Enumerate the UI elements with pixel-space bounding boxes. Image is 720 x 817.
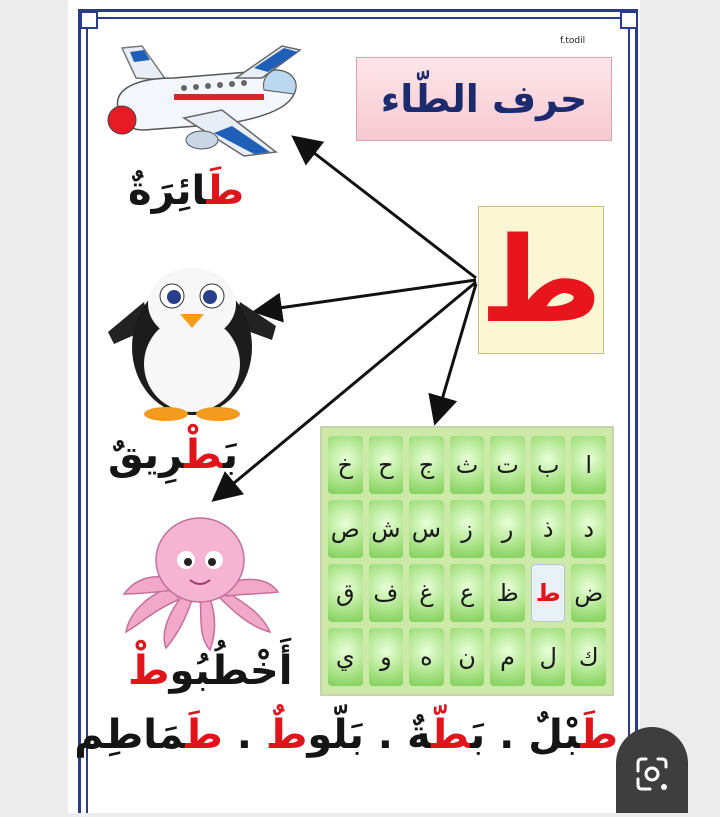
alphabet-cell: ي: [328, 628, 363, 686]
lens-button[interactable]: [616, 727, 688, 813]
alphabet-cell: ق: [328, 564, 363, 622]
alphabet-cell: ر: [490, 500, 525, 558]
airplane-icon: [104, 38, 304, 166]
example-word-1: طَبْلٌ: [528, 712, 618, 758]
alphabet-cell: ح: [369, 436, 404, 494]
alphabet-cell: د: [571, 500, 606, 558]
alphabet-cell: ك: [571, 628, 606, 686]
word-plane: طَائِرَةٌ: [128, 168, 245, 214]
alphabet-cell: ب: [531, 436, 566, 494]
google-lens-icon: [616, 727, 688, 813]
word-penguin: بَطْرِيقٌ: [108, 432, 238, 478]
alphabet-cell: س: [409, 500, 444, 558]
main-letter: ط: [479, 211, 603, 349]
alphabet-grid: [320, 426, 614, 696]
alphabet-cell: ا: [571, 436, 606, 494]
alphabet-cell: ل: [531, 628, 566, 686]
alphabet-cell: و: [369, 628, 404, 686]
word-plane-letter: طَ: [206, 168, 245, 214]
word-octopus-letter: طْ: [128, 648, 170, 694]
page-title: حرف الطّاء: [380, 77, 588, 121]
example-word-4: طَمَاطِم: [74, 712, 223, 758]
example-word-2: بَطّةٌ: [406, 712, 486, 758]
alphabet-cell: ص: [328, 500, 363, 558]
alphabet-cell: ش: [369, 500, 404, 558]
author-credit: f.todil: [560, 36, 586, 46]
arrow-to-grid: [436, 284, 476, 420]
alphabet-cell: ذ: [531, 500, 566, 558]
alphabet-cell: م: [490, 628, 525, 686]
alphabet-cell: ز: [450, 500, 485, 558]
alphabet-cell: ه: [409, 628, 444, 686]
arrow-to-plane: [296, 139, 476, 278]
example-word-3: بَلّوطٌ: [265, 712, 364, 758]
word-octopus: أَخْطُبُوطْ: [128, 648, 293, 694]
alphabet-cell: ج: [409, 436, 444, 494]
alphabet-cell-highlighted: ط: [531, 564, 566, 622]
arrow-to-penguin: [258, 280, 476, 311]
alphabet-cell: ن: [450, 628, 485, 686]
penguin-icon: [104, 252, 280, 422]
octopus-icon: [120, 514, 280, 652]
alphabet-cell: ث: [450, 436, 485, 494]
alphabet-cell: ف: [369, 564, 404, 622]
alphabet-cell: ظ: [490, 564, 525, 622]
example-words-line: طَبْلٌ . بَطّةٌ . بَلّوطٌ . طَمَاطِم: [74, 712, 618, 758]
alphabet-cell: ع: [450, 564, 485, 622]
alphabet-cell: ت: [490, 436, 525, 494]
alphabet-cell: خ: [328, 436, 363, 494]
alphabet-cell: ض: [571, 564, 606, 622]
alphabet-cell: غ: [409, 564, 444, 622]
word-penguin-letter: طْ: [183, 432, 223, 478]
